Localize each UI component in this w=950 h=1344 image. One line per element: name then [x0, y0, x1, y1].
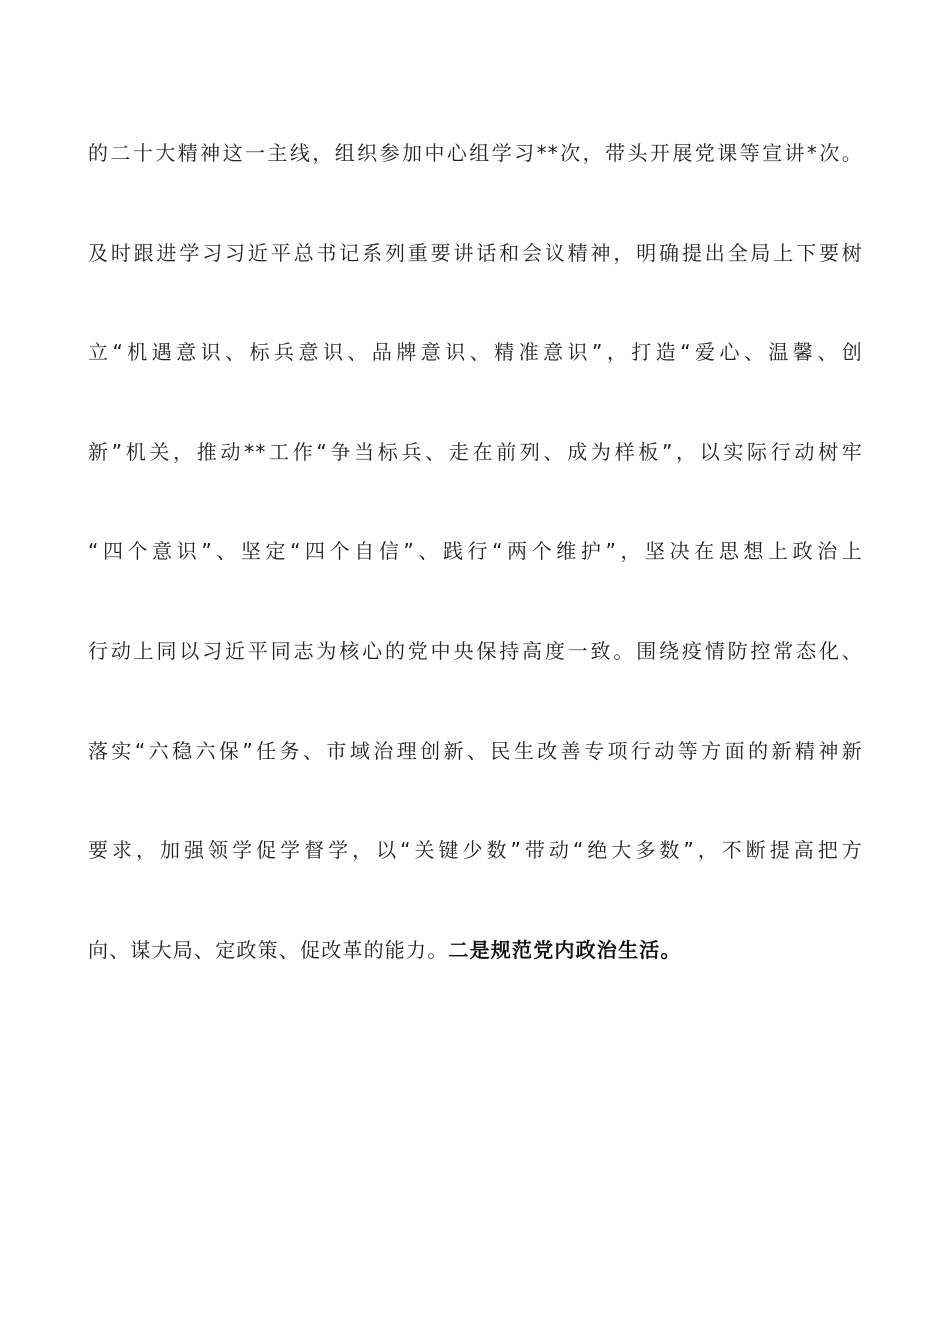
document-body	[88, 133, 863, 1029]
text-line-3: 立“机遇意识、标兵意识、品牌意识、精准意识”，打造“爱心、温馨、创	[88, 340, 863, 365]
text-line-1: 的二十大精神这一主线，组织参加中心组学习**次，带头开展党课等宣讲*次。	[88, 141, 863, 165]
text-line-7: 落实“六稳六保”任务、市域治理创新、民生改善专项行动等方面的新精神新	[88, 738, 863, 763]
text-line-9-normal: 向、谋大局、定政策、促改革的能力。	[88, 937, 449, 962]
text-line-2: 及时跟进学习习近平总书记系列重要讲话和会议精神，明确提出全局上下要树	[88, 240, 863, 265]
section-heading-2: 二是规范党内政治生活。	[448, 937, 682, 962]
text-line-9	[88, 930, 863, 970]
text-line-5: “四个意识”、坚定“四个自信”、践行“两个维护”，坚决在思想上政治上	[88, 539, 863, 564]
text-line-6: 行动上同以习近平同志为核心的党中央保持高度一致。围绕疫情防控常态化、	[88, 638, 863, 663]
text-line-8: 要求，加强领学促学督学，以“关键少数”带动“绝大多数”，不断提高把方	[88, 838, 863, 863]
text-line-4: 新”机关，推动**工作“争当标兵、走在前列、成为样板”，以实际行动树牢	[88, 439, 863, 464]
